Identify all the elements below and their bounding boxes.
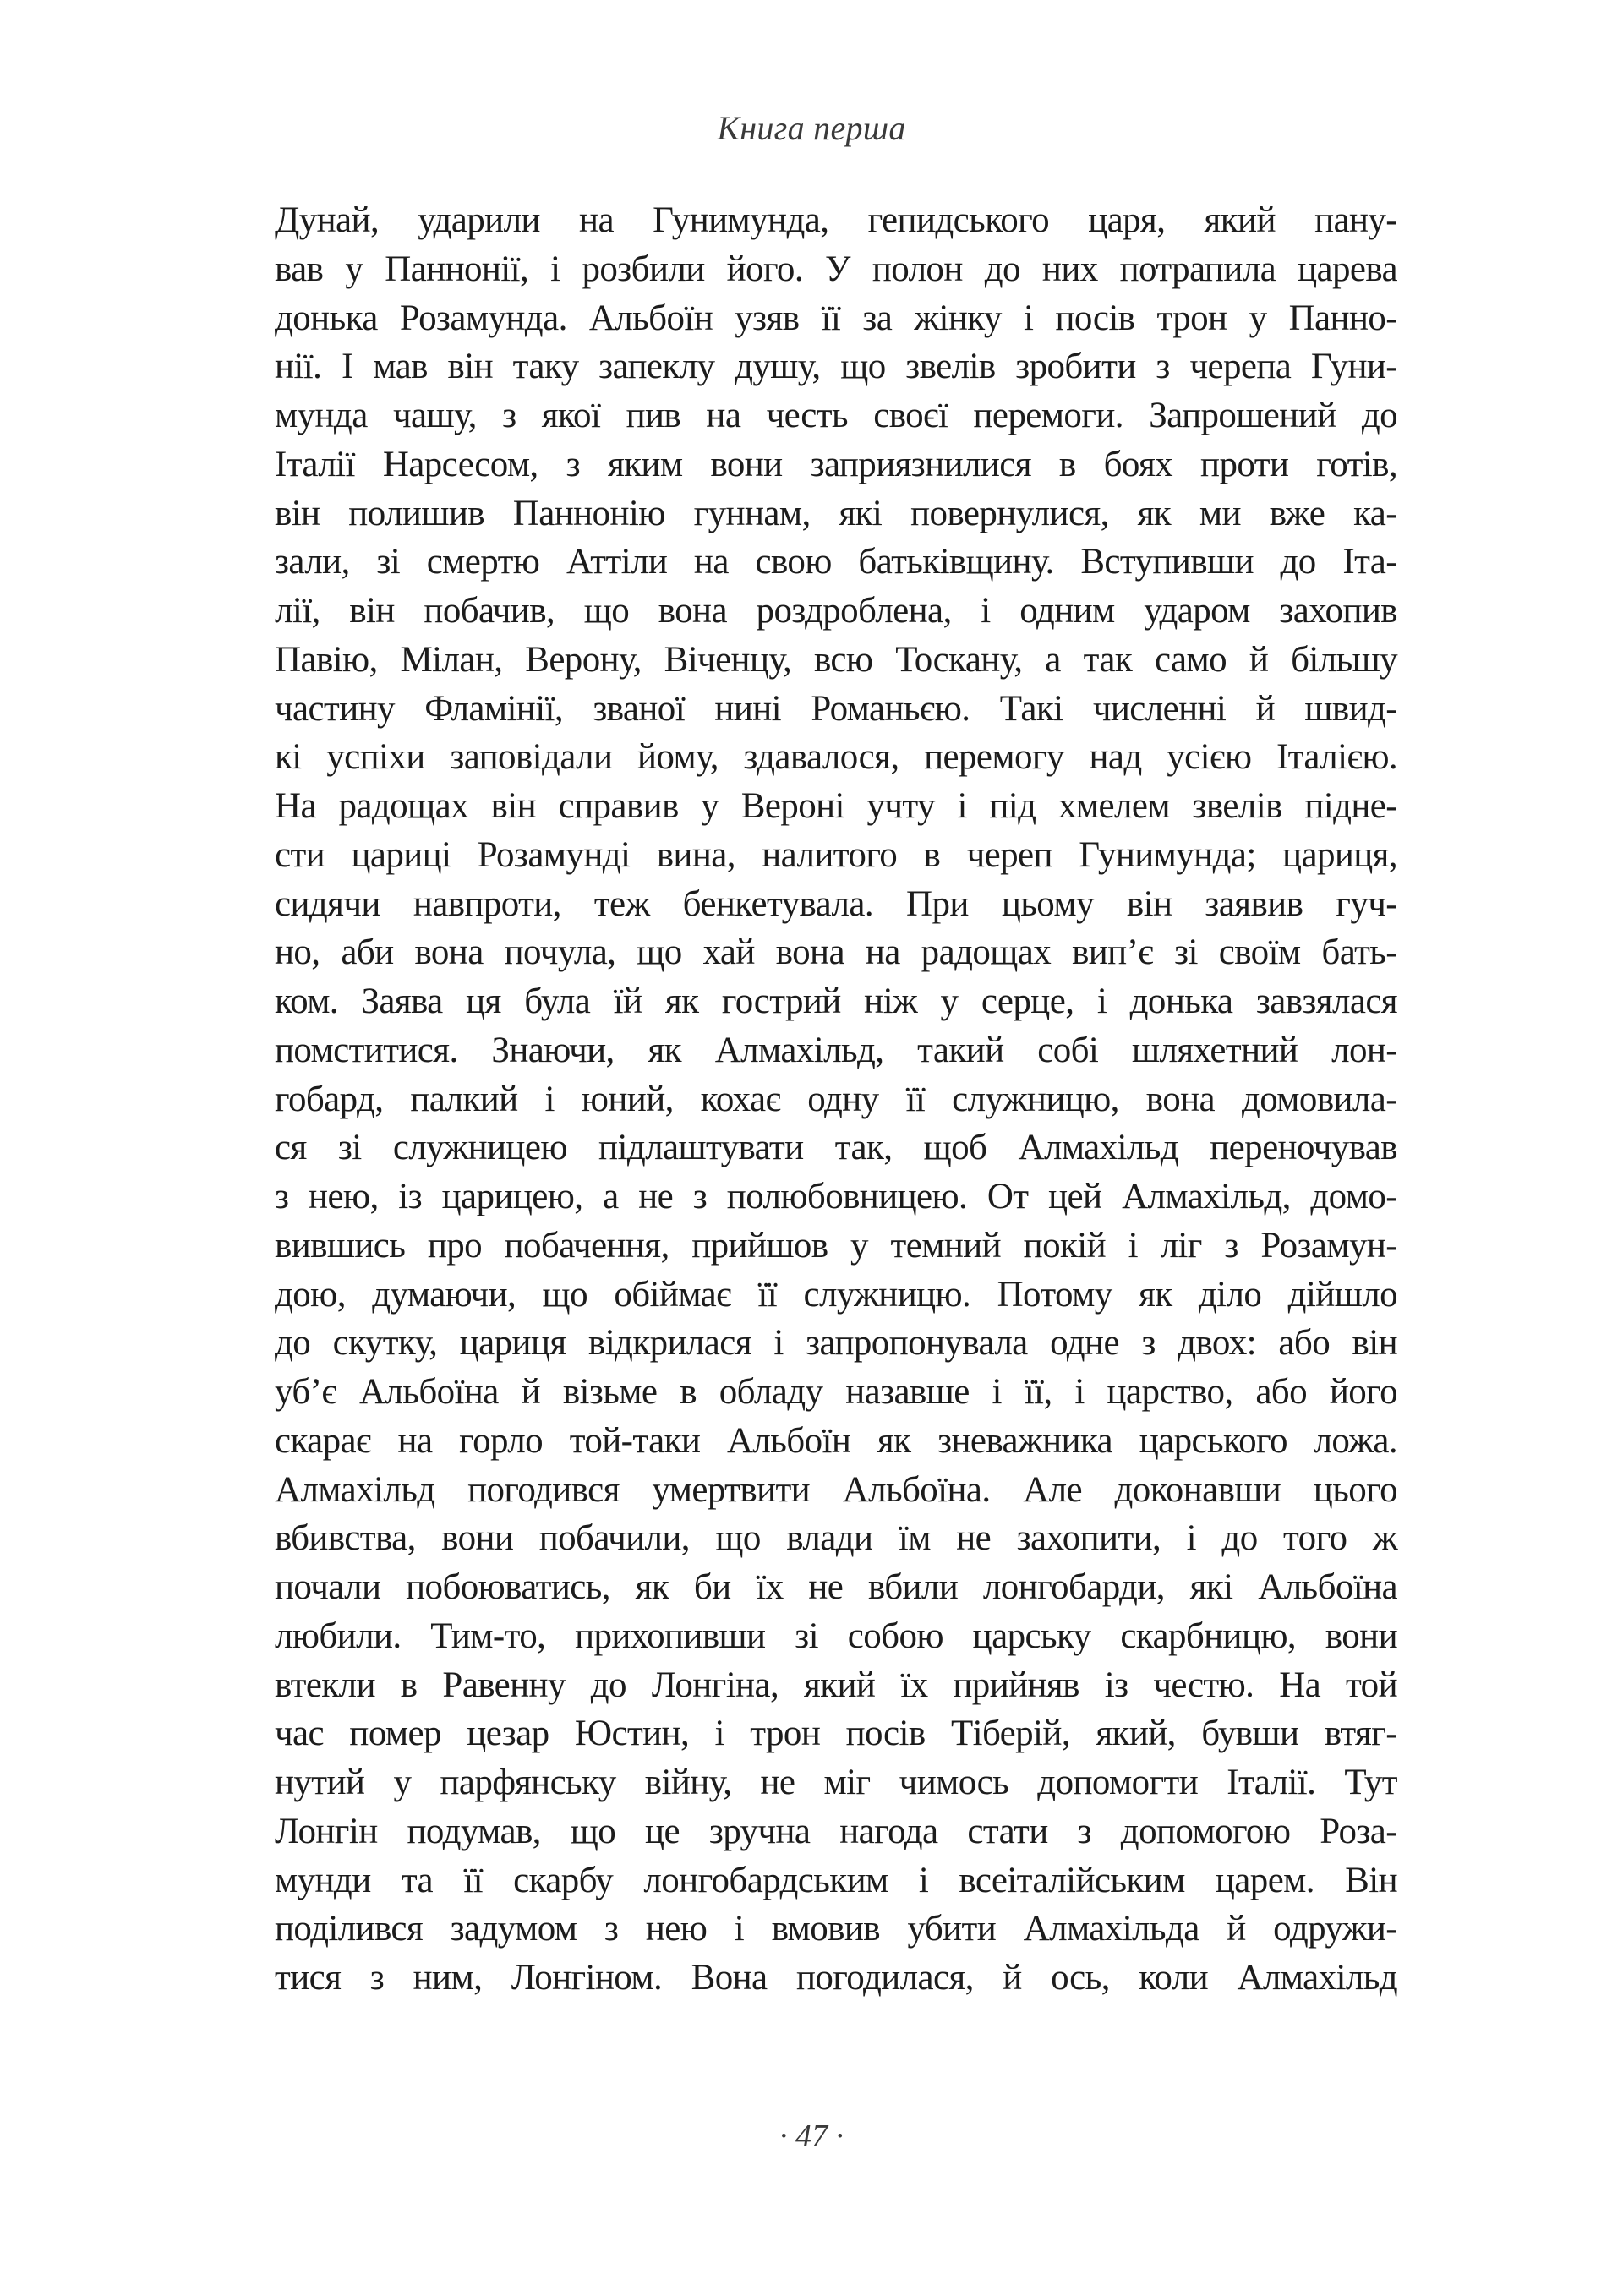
text-line: сидячи навпроти, теж бенкетувала. При цьому він заявив гуч- xyxy=(275,883,1397,924)
text-line: гобард, палкий і юний, кохає одну її служницю, вона домовила- xyxy=(275,1079,1397,1119)
running-header: Книга перша xyxy=(717,109,906,147)
text-line: донька Розамунда. Альбоїн узяв її за жінку і посів трон у Панно- xyxy=(275,298,1397,338)
text-line: любили. Тим-то, прихопивши зі собою царську скарбницю, вони xyxy=(275,1615,1397,1656)
text-line: Алмахільд погодився умертвити Альбоїна. Але доконавши цього xyxy=(275,1469,1397,1510)
text-line: но, аби вона почула, що хай вона на радощах вип’є зі своїм бать- xyxy=(275,932,1397,973)
text-line: сти цариці Розамунді вина, налитого в череп Гунимунда; цариця, xyxy=(275,834,1397,875)
page-number: · 47 · xyxy=(779,2118,844,2154)
text-line: помститися. Знаючи, як Алмахільд, такий собі шляхетний лон- xyxy=(275,1030,1397,1070)
text-line: Павію, Мілан, Верону, Віченцу, всю Тоскану, а так само й більшу xyxy=(275,639,1397,680)
text-line: нутий у парфянську війну, не міг чимось допомогти Італії. Тут xyxy=(275,1763,1397,1802)
text-line: лії, він побачив, що вона роздроблена, і одним ударом захопив xyxy=(275,591,1397,631)
body-text xyxy=(275,196,1397,2003)
text-line: Дунай, ударили на Гунимунда, гепидського царя, який пану- xyxy=(275,200,1397,240)
text-line: мунди та її скарбу лонгобардським і всеіталійським царем. Він xyxy=(275,1860,1397,1900)
text-line: до скутку, цариця відкрилася і запропонувала одне з двох: або він xyxy=(275,1323,1397,1364)
text-line: почали побоюватись, як би їх не вбили лонгобарди, які Альбоїна xyxy=(275,1567,1397,1607)
text-line: Італії Нарсесом, з яким вони заприязнилися в боях проти готів, xyxy=(275,444,1397,484)
text-line: На радощах він справив у Вероні учту і під хмелем звелів підне- xyxy=(275,786,1397,826)
text-line: дою, думаючи, що обіймає її служницю. Потому як діло дійшло xyxy=(275,1274,1397,1315)
text-line: вившись про побачення, прийшов у темний покій і ліг з Розамун- xyxy=(275,1225,1397,1266)
text-line: скарає на горло той-таки Альбоїн як зневажника царського ложа. xyxy=(275,1420,1397,1461)
text-line: з нею, із царицею, а не з полюбовницею. От цей Алмахільд, домо- xyxy=(275,1177,1397,1216)
text-line: мунда чашу, з якої пив на честь своєї перемоги. Запрошений до xyxy=(275,396,1397,435)
text-line: поділився задумом з нею і вмовив убити Алмахільда й одружи- xyxy=(275,1909,1397,1949)
text-line: зали, зі смертю Аттіли на свою батьківщину. Вступивши до Іта- xyxy=(275,542,1397,582)
text-line: Лонгін подумав, що це зручна нагода стати з допомогою Роза- xyxy=(275,1811,1397,1851)
text-line: уб’є Альбоїна й візьме в обладу назавше і її, і царство, або його xyxy=(275,1372,1397,1412)
text-line: ком. Заява ця була їй як гострий ніж у серце, і донька завзялася xyxy=(275,981,1397,1021)
text-line: тися з ним, Лонгіном. Вона погодилася, й ось, коли Алмахільд xyxy=(275,1958,1397,1998)
text-line: нії. І мав він таку запеклу душу, що звелів зробити з черепа Гуни- xyxy=(275,347,1397,387)
text-line: ся зі служницею підлаштувати так, щоб Алмахільд переночував xyxy=(275,1128,1397,1168)
text-line: втекли в Равенну до Лонгіна, який їх прийняв із честю. На той xyxy=(275,1665,1397,1705)
text-line: вбивства, вони побачили, що влади їм не захопити, і до того ж xyxy=(275,1518,1397,1559)
text-line: вав у Паннонії, і розбили його. У полон до них потрапила царева xyxy=(275,249,1397,289)
text-line: він полишив Паннонію гуннам, які повернулися, як ми вже ка- xyxy=(275,493,1397,533)
text-line: кі успіхи заповідали йому, здавалося, перемогу над усією Італією. xyxy=(275,737,1397,778)
text-line: час помер цезар Юстин, і трон посів Тіберій, який, бувши втяг- xyxy=(275,1714,1397,1754)
text-line: частину Фламінії, званої нині Романьєю. Такі численні й швид- xyxy=(275,688,1397,729)
